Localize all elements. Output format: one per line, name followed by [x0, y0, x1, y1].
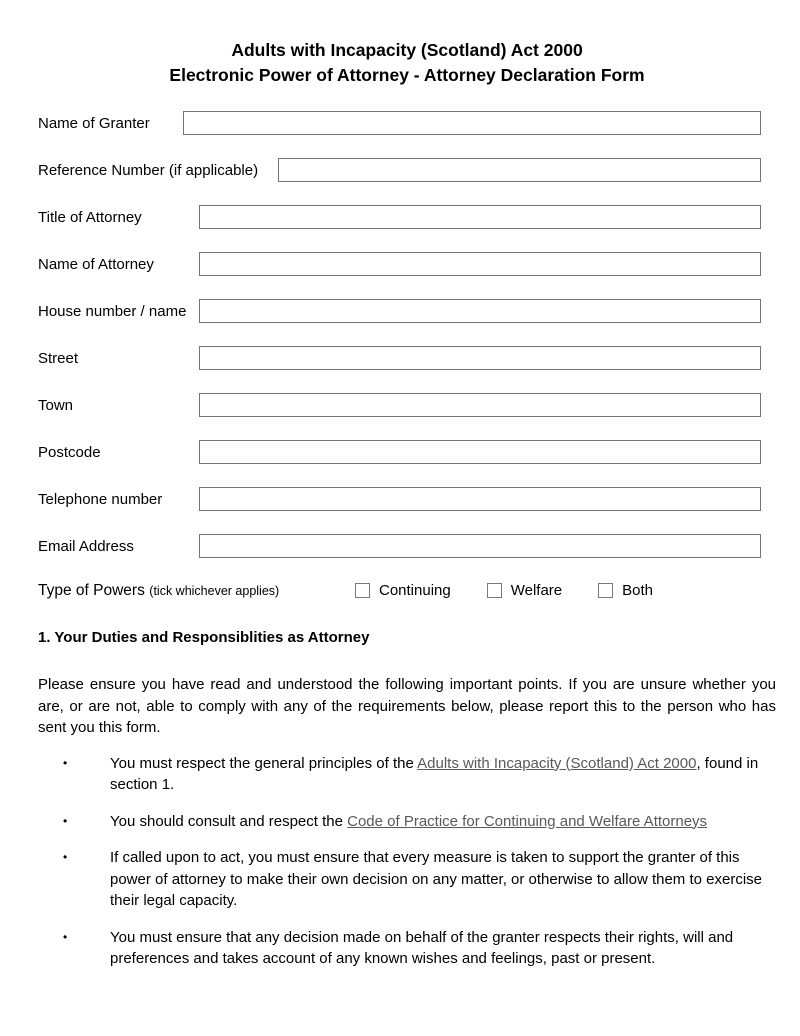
- title-of-attorney-label: Title of Attorney: [38, 208, 142, 226]
- continuing-checkbox-item[interactable]: [355, 582, 451, 599]
- continuing-checkbox[interactable]: [355, 583, 370, 598]
- postcode-row: [38, 440, 761, 464]
- reference-number-label: Reference Number (if applicable): [38, 161, 259, 179]
- continuing-checkbox-label: Continuing: [379, 582, 451, 599]
- both-checkbox-label: Both: [622, 582, 653, 599]
- street-input[interactable]: [199, 346, 761, 370]
- form-title-line1: Adults with Incapacity (Scotland) Act 2000: [231, 40, 583, 60]
- email-address-input[interactable]: [199, 534, 761, 558]
- both-checkbox[interactable]: [598, 583, 613, 598]
- both-checkbox-item[interactable]: [598, 582, 653, 599]
- section-1-intro: Please ensure you have read and understood the following important points. If you are unsure whether you are, or are not, able to comply with any of the requirements below, please report this to the person who has sent you this form.: [38, 676, 776, 736]
- welfare-checkbox-label: Welfare: [510, 582, 563, 599]
- section-1-heading: 1. Your Duties and Responsiblities as Attorney: [38, 629, 370, 646]
- postcode-input[interactable]: [199, 440, 761, 464]
- awi-act-link[interactable]: Adults with Incapacity (Scotland) Act 2000: [417, 754, 697, 772]
- type-of-powers-row: [38, 581, 776, 600]
- list-item: [38, 927, 776, 970]
- type-of-powers-note: (tick whichever applies): [149, 583, 280, 598]
- name-of-attorney-label: Name of Attorney: [38, 255, 154, 273]
- type-of-powers-label-group: [38, 582, 355, 600]
- list-item: [38, 847, 776, 912]
- title-of-attorney-input[interactable]: [199, 205, 761, 229]
- bullet-text: You should consult and respect the: [110, 812, 348, 830]
- form-title-line2: Electronic Power of Attorney - Attorney Declaration Form: [169, 65, 645, 85]
- welfare-checkbox-item[interactable]: [487, 582, 562, 599]
- bullet-text: If called upon to act, you must ensure that every measure is taken to support the granter of this power of attorney to make their own decision on any matter, or otherwise to allow them to exercise their legal capacity.: [110, 849, 762, 909]
- email-address-label: Email Address: [38, 537, 134, 555]
- street-row: [38, 346, 761, 370]
- bullet-text: , found in section 1.: [110, 754, 759, 793]
- email-address-row: [38, 534, 761, 558]
- name-of-granter-row: [38, 111, 761, 135]
- title-of-attorney-row: [38, 205, 761, 229]
- telephone-number-label: Telephone number: [38, 490, 163, 508]
- telephone-number-row: [38, 487, 761, 511]
- welfare-checkbox[interactable]: [487, 583, 502, 598]
- code-of-practice-link[interactable]: Code of Practice for Continuing and Welfare Attorneys: [347, 812, 708, 830]
- duties-bullet-list: [38, 753, 776, 970]
- telephone-number-input[interactable]: [199, 487, 761, 511]
- type-of-powers-label: Type of Powers: [38, 581, 145, 599]
- name-of-granter-label: Name of Granter: [38, 114, 150, 132]
- bullet-text: You must ensure that any decision made on behalf of the granter respects their rights, will and preferences and takes account of any known wishes and feelings, past or present.: [110, 928, 734, 967]
- reference-number-input[interactable]: [278, 158, 761, 182]
- bullet-text: You must respect the general principles of the: [110, 754, 418, 772]
- town-input[interactable]: [199, 393, 761, 417]
- reference-number-row: [38, 158, 761, 182]
- house-number-label: House number / name: [38, 302, 187, 320]
- house-number-row: [38, 299, 761, 323]
- list-item: [38, 753, 776, 796]
- street-label: Street: [38, 349, 79, 367]
- town-row: [38, 393, 761, 417]
- name-of-attorney-row: [38, 252, 761, 276]
- name-of-attorney-input[interactable]: [199, 252, 761, 276]
- list-item: [38, 811, 776, 833]
- house-number-input[interactable]: [199, 299, 761, 323]
- name-of-granter-input[interactable]: [183, 111, 761, 135]
- town-label: Town: [38, 396, 74, 414]
- form-title: [38, 38, 776, 88]
- postcode-label: Postcode: [38, 443, 101, 461]
